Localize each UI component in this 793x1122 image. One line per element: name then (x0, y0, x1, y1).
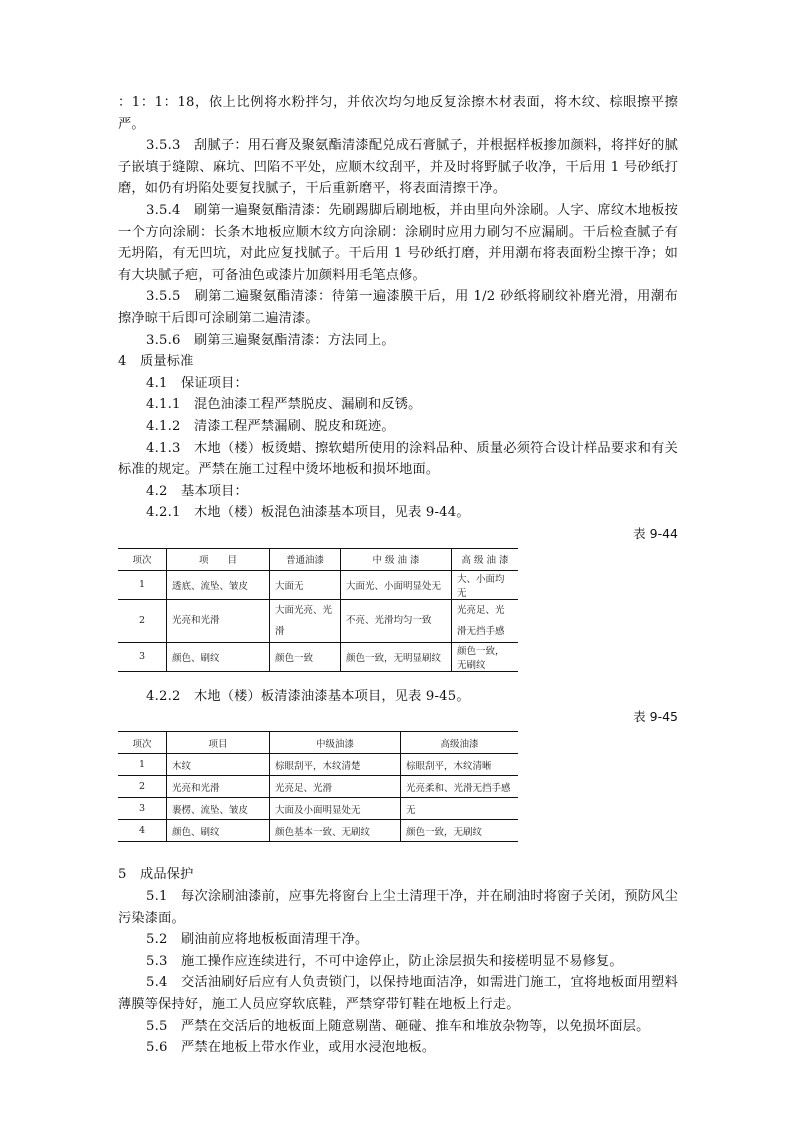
cell: 1 (138, 759, 146, 771)
cell: 光亮和光滑 (167, 599, 270, 642)
cell: 大面及小面明显处无 (270, 798, 401, 820)
cell: 不亮、光滑均匀一致 (341, 599, 452, 642)
cell: 棕眼刮平，木纹清楚 (270, 754, 401, 776)
paragraph-5-3: 5.3 施工操作应连续进行，不可中途停止，防止涂层损失和接槎明显不易修复。 (146, 953, 623, 969)
table-9-44 (118, 548, 518, 672)
header-cell: 项目 (167, 732, 270, 754)
paragraph-3-5-5: 3.5.5 刷第二遍聚氨酯清漆：待第一遍漆膜干后，用 1/2 砂纸将刷纹补磨光滑，用潮布擦净晾干后即可涂刷第二遍清漆。 (118, 289, 678, 326)
table-row (118, 754, 518, 776)
cell: 光亮足、光滑 (270, 776, 401, 798)
table-row (118, 776, 518, 798)
paragraph-ratio: ：1：1：18，依上比例将水粉拌匀，并依次均匀地反复涂擦木材表面，将木纹、棕眼擦平擦严。 (118, 95, 678, 132)
paragraph-5-2: 5.2 刷油前应将地板板面清理干净。 (146, 932, 369, 948)
cell: 颜色基本一致、无刷纹 (270, 820, 401, 842)
table-caption-9-45: 表 9-45 (633, 709, 678, 725)
document-page (118, 92, 678, 1059)
cell: 大面光亮、光滑 (270, 599, 341, 642)
table-row (118, 798, 518, 820)
header-cell: 中 级 油 漆 (341, 548, 452, 570)
header-cell: 项次 (132, 555, 152, 567)
table-row (118, 570, 518, 599)
section-heading-5: 5 成品保护 (118, 867, 194, 883)
paragraph-3-5-4: 3.5.4 刷第一遍聚氨酯清漆：先刷踢脚后刷地板，并由里向外涂刷。人字、席纹木地板按一个方向涂刷：长条木地板应顺木纹方向涂刷：涂刷时应用力刷匀不应漏刷。干后检查腻子有无坍陷，有无凹坑，对此应复找腻子。干后用 1 号砂纸打磨，并用潮布将表面粉尘擦干净；如有大块腻子疤，可备油色或漆片加颜料用毛笔点修。 (118, 202, 678, 283)
header-cell: 普通油漆 (270, 548, 341, 570)
cell: 无 (401, 798, 519, 820)
cell: 大面无 (270, 570, 341, 599)
table-row (118, 642, 518, 671)
paragraph-5-6: 5.6 严禁在地板上带水作业，或用水浸泡地板。 (146, 1040, 436, 1056)
table-caption-9-44: 表 9-44 (633, 525, 678, 541)
cell: 2 (138, 615, 146, 627)
header-cell: 高级油漆 (401, 732, 519, 754)
cell: 光亮柔和、光滑无挡手感 (401, 776, 519, 798)
header-cell: 项次 (132, 738, 152, 750)
paragraph-4-2-1: 4.2.1 木地（楼）板混色油漆基本项目，见表 9-44。 (146, 505, 470, 521)
section-heading-4: 4 质量标准 (118, 354, 194, 370)
header-cell: 中级油漆 (270, 732, 401, 754)
paragraph-5-5: 5.5 严禁在交活后的地板面上随意剔凿、砸碰、推车和堆放杂物等，以免损坏面层。 (146, 1018, 650, 1034)
cell: 光亮和光滑 (167, 776, 270, 798)
cell: 裹楞、流坠、皱皮 (167, 798, 270, 820)
cell: 木纹 (167, 754, 270, 776)
table-9-45 (118, 731, 518, 842)
cell: 大面光、小面明显处无 (341, 570, 452, 599)
paragraph-4-1-3: 4.1.3 木地（楼）板烫蜡、擦软蜡所使用的涂料品种、质量必须符合设计样品要求和有关标准的规定。严禁在施工过程中烫坏地板和损坏地面。 (118, 440, 678, 478)
cell: 颜色一致，无刷纹 (452, 642, 519, 671)
table-header-row (118, 548, 518, 570)
paragraph-4-1: 4.1 保证项目： (146, 375, 248, 391)
table-row (118, 820, 518, 842)
header-cell: 项 目 (167, 548, 270, 570)
cell: 4 (138, 825, 146, 837)
cell: 3 (138, 803, 146, 815)
paragraph-4-1-1: 4.1.1 混色油漆工程严禁脱皮、漏刷和反锈。 (146, 397, 422, 413)
cell: 大、小面均无 (452, 570, 519, 599)
cell: 颜色一致，无刷纹 (401, 820, 519, 842)
table-header-row (118, 732, 518, 754)
paragraph-3-5-6: 3.5.6 刷第三遍聚氨酯清漆：方法同上。 (146, 332, 395, 348)
cell: 1 (138, 579, 146, 591)
paragraph-4-1-2: 4.1.2 清漆工程严禁漏刷、脱皮和斑迹。 (146, 418, 395, 434)
cell: 透底、流坠、皱皮 (167, 570, 270, 599)
paragraph-3-5-3: 3.5.3 刮腻子：用石膏及聚氨酯清漆配兑成石膏腻子，并根据样板掺加颜料，将拌好的腻子嵌填于缝隙、麻坑、凹陷不平处，应顺木纹刮平，并及时将野腻子收净，干后用 1 号砂纸打磨，如仍有坍陷处要复找腻子，干后重新磨平，将表面清擦干净。 (118, 138, 678, 197)
cell: 颜色一致，无明显刷纹 (341, 642, 452, 671)
cell: 3 (138, 651, 146, 663)
table-row (118, 599, 518, 642)
cell: 颜色、刷纹 (167, 642, 270, 671)
cell: 光亮足、光滑无挡手感 (452, 599, 519, 642)
header-cell: 高 级 油 漆 (452, 548, 519, 570)
paragraph-5-4: 5.4 交活油刷好后应有人负责锁门，以保持地面洁净，如需进门施工，宜将地板面用塑料薄膜等保持好，施工人员应穿软底鞋，严禁穿带钉鞋在地板上行走。 (118, 975, 678, 1013)
paragraph-4-2: 4.2 基本项目： (146, 483, 248, 499)
cell: 颜色一致 (270, 642, 341, 671)
cell: 棕眼刮平，木纹清晰 (401, 754, 519, 776)
paragraph-4-2-2: 4.2.2 木地（楼）板清漆油漆基本项目，见表 9-45。 (146, 688, 470, 704)
cell: 颜色、刷纹 (167, 820, 270, 842)
cell: 2 (138, 781, 146, 793)
paragraph-5-1: 5.1 每次涂刷油漆前，应事先将窗台上尘土清理干净，并在刷油时将窗子关闭，预防风尘污染漆面。 (118, 889, 678, 926)
